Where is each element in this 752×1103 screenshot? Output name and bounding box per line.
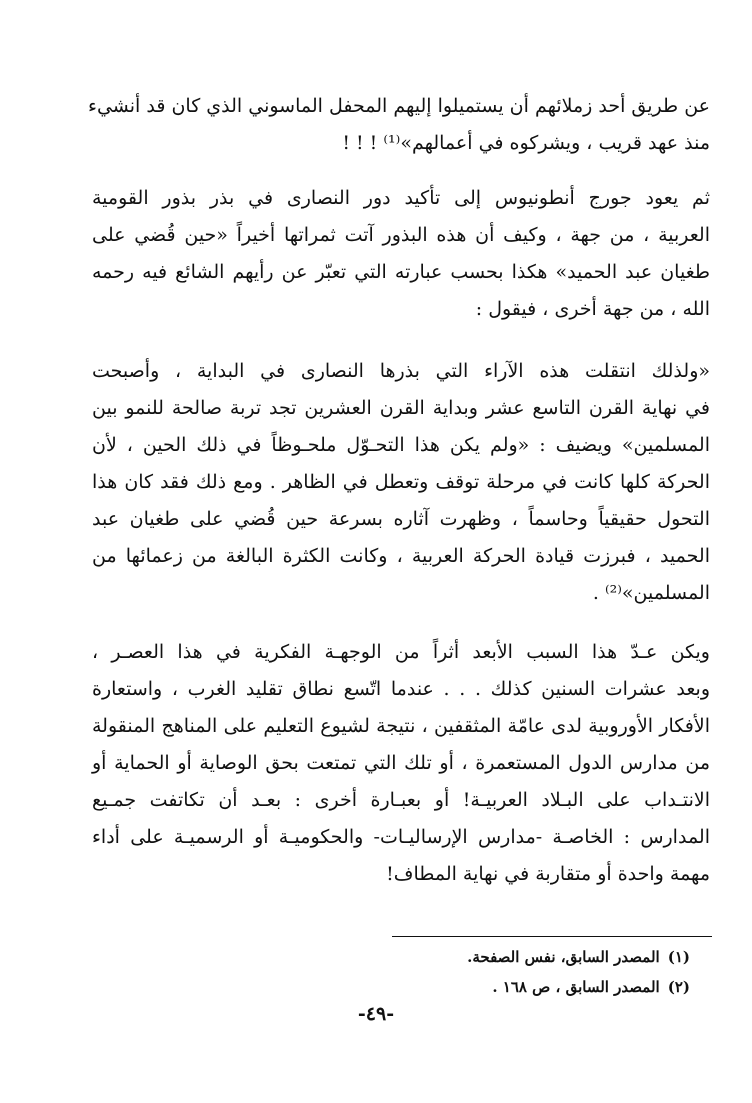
text-line: في نهاية القرن التاسع عشر وبداية القرن العشرين تجد تربة صالحة للنمو بين xyxy=(92,397,710,419)
text-line: عن طريق أحد زملائهم أن يستميلوا إليهم المحفل الماسوني الذي كان قد أنشيء xyxy=(88,95,710,117)
footnote-1 xyxy=(290,942,690,972)
footnote-divider xyxy=(392,936,712,937)
paragraph-2 xyxy=(92,180,710,328)
page-number: -٤٩- xyxy=(357,1003,395,1025)
text-line: ثم يعود جورج أنطونيوس إلى تأكيد دور النصارى في بذر بذور القومية xyxy=(92,187,710,209)
paragraph-3-quote xyxy=(92,353,710,612)
footnote-number: (٢) xyxy=(667,978,690,996)
text-line: العربية ، من جهة ، وكيف أن هذه البذور آتت ثمراتها أخيراً «حين قُضي على xyxy=(92,224,710,246)
footnotes xyxy=(290,942,690,1002)
text-line: الحركة كلها كانت في مرحلة توقف وتعطل في الظاهر . ومع ذلك فقد كان هذا xyxy=(92,471,710,493)
text-line: الأفكار الأوروبية لدى عامّة المثقفين ، نتيجة لشيوع التعليم على المناهج المنقولة xyxy=(92,715,710,737)
text-line: المدارس : الخاصـة -مدارس الإرساليـات- والحكوميـة أو الرسميـة على أداء xyxy=(92,826,710,848)
text-line: التحول حقيقياً وحاسماً ، وظهرت آثاره بسرعة حين قُضي على طغيان عبد xyxy=(92,508,710,530)
text-line: مهمة واحدة أو متقاربة في نهاية المطاف! xyxy=(386,863,710,885)
text-line: وبعد عشرات السنين كذلك . . . عندما اتّسع نطاق تقليد الغرب ، واستعارة xyxy=(92,678,710,700)
paragraph-1 xyxy=(88,88,710,162)
text-line: الله ، من جهة أخرى ، فيقول : xyxy=(475,298,710,320)
text-line: المسلمين»⁽²⁾ . xyxy=(592,582,710,604)
text-line: طغيان عبد الحميد» هكذا بحسب عبارته التي تعبّر عن رأيهم الشائع فيه رحمه xyxy=(92,261,710,283)
footnote-number: (١) xyxy=(667,948,690,966)
text-line: الانتـداب على البـلاد العربيـة! أو بعبـارة أخرى : بعـد أن تكاتفت جمـيع xyxy=(92,789,710,811)
text-line: ويكن عـدّ هذا السبب الأبعد أثراً من الوجهـة الفكرية في هذا العصـر ، xyxy=(92,641,710,663)
footnote-text: المصدر السابق، نفس الصفحة. xyxy=(467,948,660,966)
text-line: الحميد ، فبرزت قيادة الحركة العربية ، وكانت الكثرة البالغة من زعمائها من xyxy=(92,545,710,567)
footnote-text: المصدر السابق ، ص ١٦٨ . xyxy=(492,978,660,996)
text-line: المسلمين» ويضيف : «ولم يكن هذا التحـوّل ملحـوظاً في ذلك الحين ، لأن xyxy=(92,434,710,456)
footnote-2 xyxy=(290,972,690,1002)
text-line: من مدارس الدول المستعمرة ، أو تلك التي تمتعت بحق الوصاية أو الحماية أو xyxy=(92,752,710,774)
text-line: «ولذلك انتقلت هذه الآراء التي بذرها النصارى في البداية ، وأصبحت xyxy=(92,360,710,382)
paragraph-4 xyxy=(92,634,710,893)
text-line: منذ عهد قريب ، ويشركوه في أعمالهم»⁽¹⁾ ! ! ! xyxy=(342,132,710,154)
